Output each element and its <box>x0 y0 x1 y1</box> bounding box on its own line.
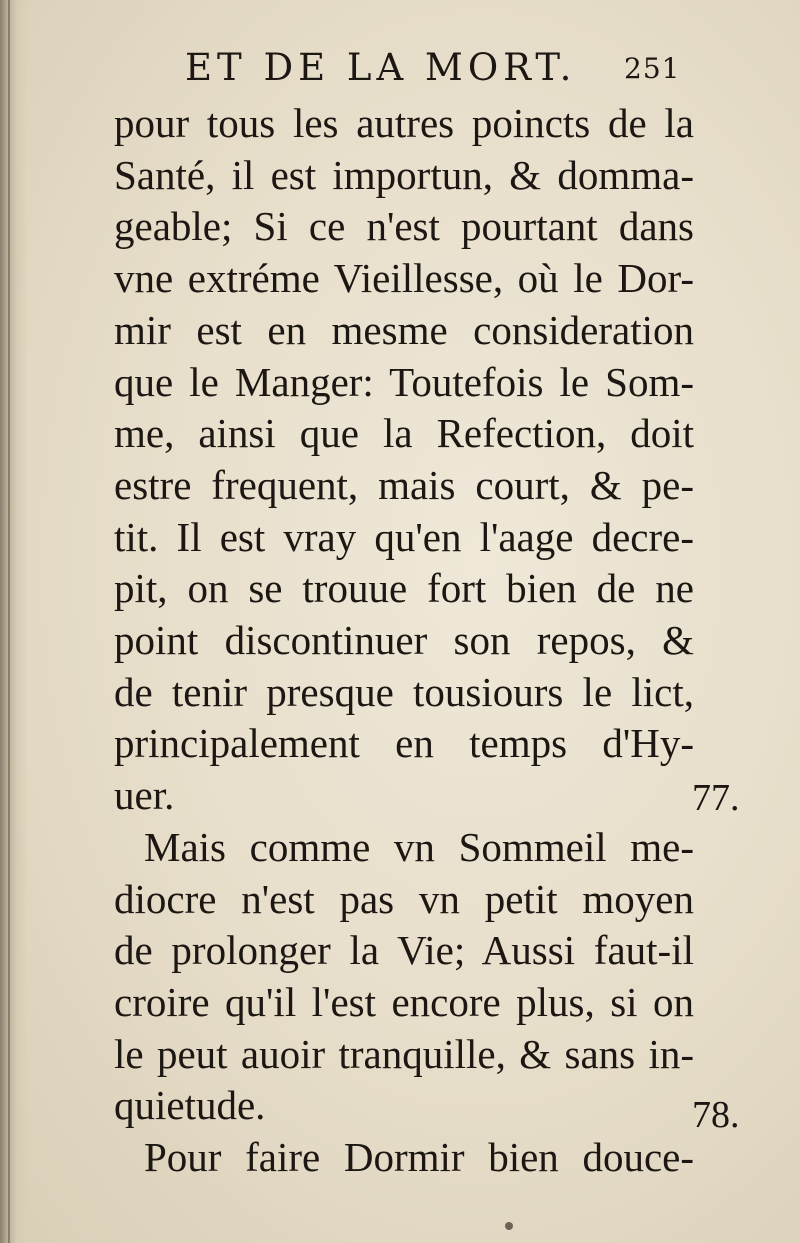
page-number: 251 <box>624 52 681 85</box>
binding-edge <box>8 0 10 1243</box>
text-line: Santé, il est importun, & domma- <box>114 151 694 198</box>
margin-note-78: 78. <box>692 1094 740 1136</box>
text-line: quietude. <box>114 1082 266 1129</box>
page-gutter <box>0 0 28 1243</box>
text-line: point discontinuer son repos, & <box>114 617 694 664</box>
text-line: croire qu'il l'est encore plus, si on <box>114 978 694 1025</box>
running-head: ET DE LA MORT. <box>185 46 577 89</box>
text-line: le peut auoir tranquille, & sans in- <box>114 1030 694 1077</box>
margin-note-77: 77. <box>692 777 740 819</box>
text-line: vne extréme Vieillesse, où le Dor- <box>114 255 694 302</box>
text-line: me, ainsi que la Refection, doit <box>114 410 694 457</box>
ink-spot <box>505 1222 513 1230</box>
text-line: pour tous les autres poincts de la <box>114 100 694 146</box>
text-line: diocre n'est pas vn petit moyen <box>114 875 694 922</box>
text-line: de prolonger la Vie; Aussi faut-il <box>114 927 694 974</box>
text-line: de tenir presque tousiours le lict, <box>114 668 694 715</box>
text-line: Mais comme vn Sommeil me- <box>144 823 694 870</box>
text-line: tit. Il est vray qu'en l'aage decre- <box>114 513 694 560</box>
text-line: estre frequent, mais court, & pe- <box>114 461 694 508</box>
text-line: que le Manger: Toutefois le Som- <box>114 358 694 405</box>
page-header <box>0 46 800 94</box>
body-text <box>114 98 694 1184</box>
text-line: geable; Si ce n'est pourtant dans <box>114 203 694 250</box>
text-line: principalement en temps d'Hy- <box>114 720 694 767</box>
text-line: mir est en mesme consideration <box>114 306 694 353</box>
text-line: uer. <box>114 772 175 819</box>
text-line: pit, on se trouue fort bien de ne <box>114 565 694 612</box>
text-line: Pour faire Dormir bien douce- <box>144 1134 694 1181</box>
